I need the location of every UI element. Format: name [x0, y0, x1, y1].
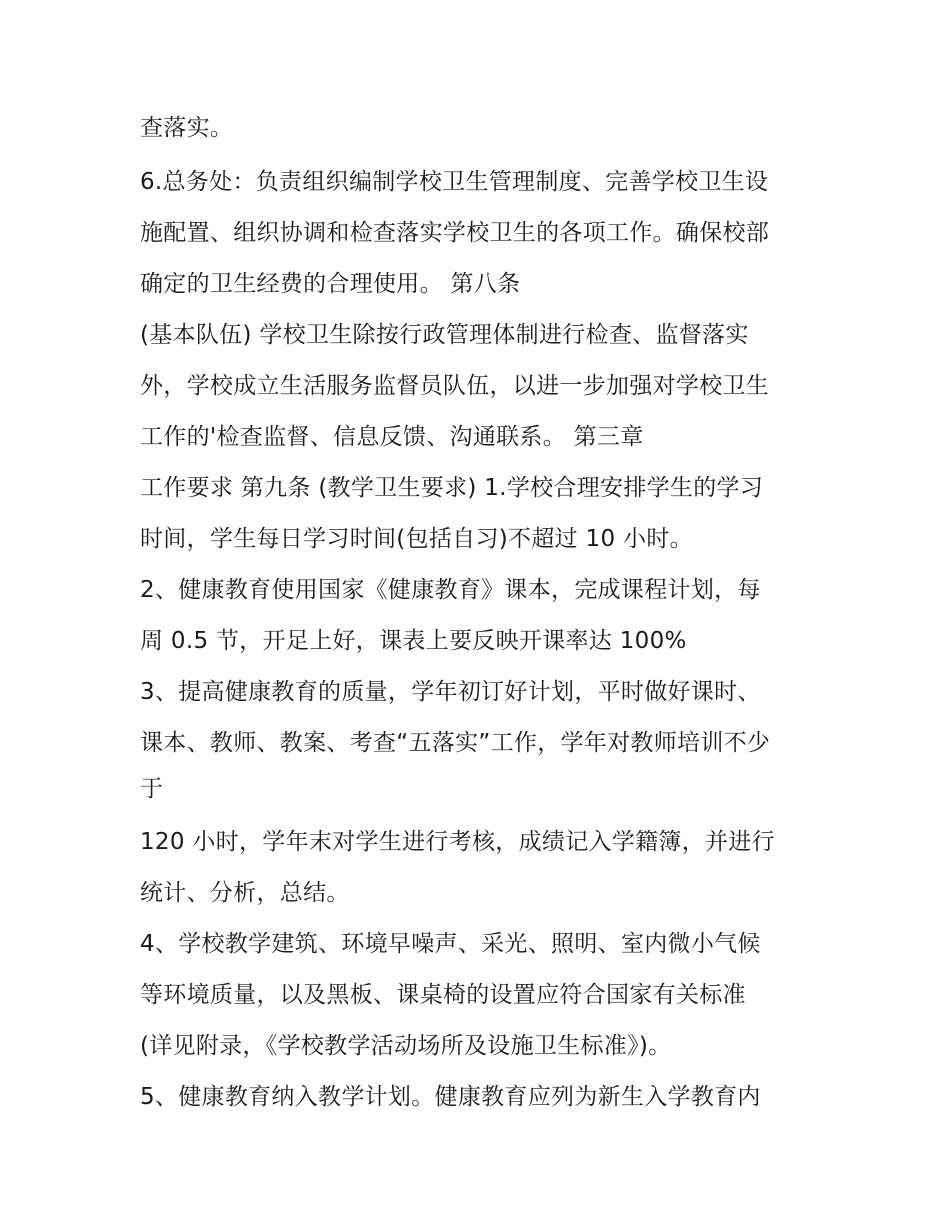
text-line: 工作要求 第九条 (教学卫生要求) 1.学校合理安排学生的学习 [140, 475, 764, 501]
text-line: 统计、分析，总结。 [140, 880, 350, 906]
text-line: (基本队伍) 学校卫生除按行政管理体制进行检查、监督落实 [140, 322, 749, 348]
text-line: 外，学校成立生活服务监督员队伍，以进一步加强对学校卫生 [140, 373, 770, 399]
text-line: 工作的'检查监督、信息反馈、沟通联系。 第三章 [140, 424, 644, 450]
text-line: 周 0.5 节，开足上好，课表上要反映开课率达 100% [140, 628, 687, 654]
text-line: 于 [140, 776, 164, 802]
text-line: (详见附录，《学校教学活动场所及设施卫生标准》)。 [140, 1033, 672, 1059]
text-line: 120 小时，学年末对学生进行考核，成绩记入学籍簿，并进行 [140, 829, 775, 855]
text-line: 时间，学生每日学习时间(包括自习)不超过 10 小时。 [140, 526, 693, 552]
text-line: 4、学校教学建筑、环境早噪声、采光、照明、室内微小气候 [140, 931, 761, 957]
text-line: 确定的卫生经费的合理使用。 第八条 [140, 271, 521, 297]
text-line: 3、提高健康教育的质量，学年初订好计划，平时做好课时、 [140, 679, 761, 705]
text-line: 课本、教师、教案、考查“五落实”工作，学年对教师培训不少 [140, 730, 771, 756]
text-line: 等环境质量，以及黑板、课桌椅的设置应符合国家有关标准 [140, 982, 746, 1008]
text-line: 查落实。 [140, 115, 234, 141]
text-line: 2、健康教育使用国家《健康教育》课本，完成课程计划，每 [140, 577, 761, 603]
text-line: 施配置、组织协调和检查落实学校卫生的各项工作。确保校部 [140, 220, 770, 246]
text-line: 5、健康教育纳入教学计划。健康教育应列为新生入学教育内 [140, 1084, 761, 1110]
text-line: 6.总务处：负责组织编制学校卫生管理制度、完善学校卫生设 [140, 169, 769, 195]
